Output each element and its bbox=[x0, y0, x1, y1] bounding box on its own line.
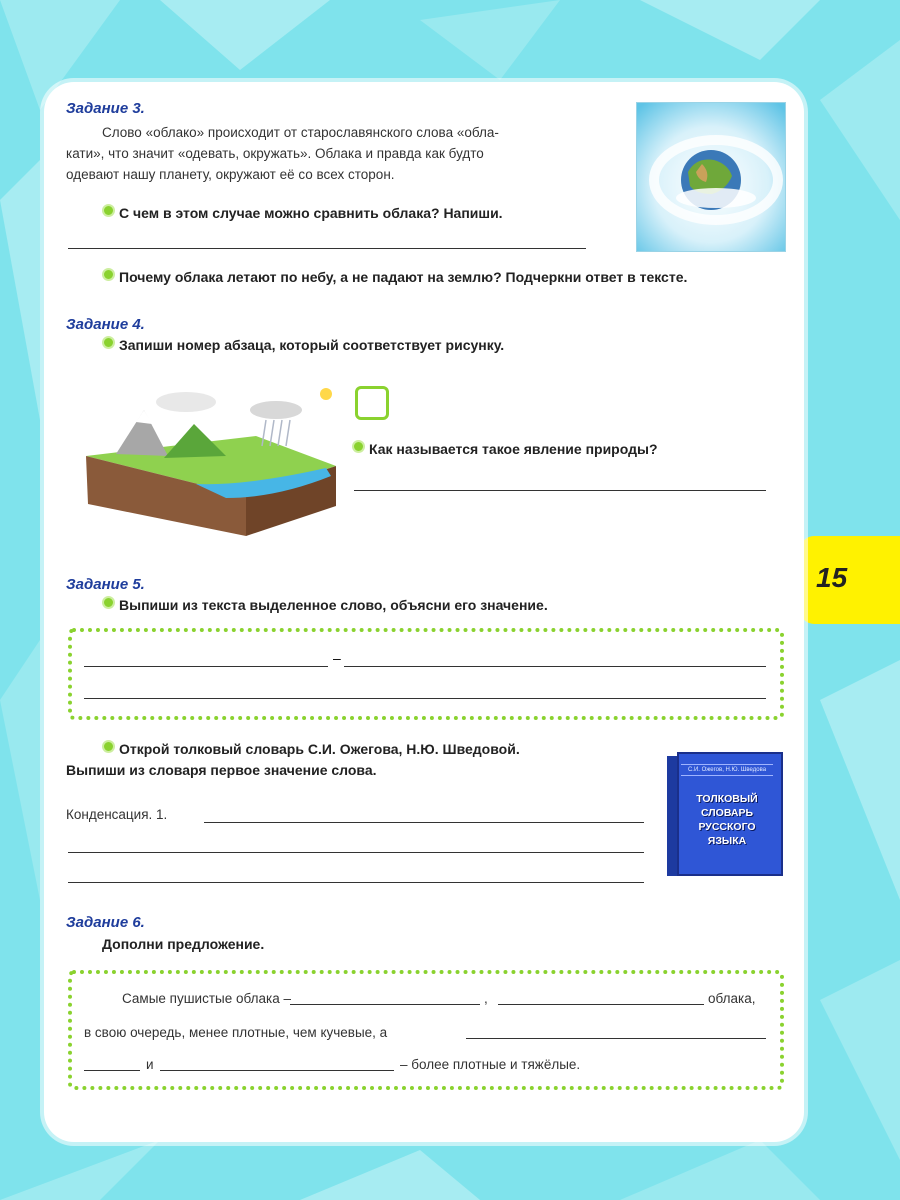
task6-blank5[interactable] bbox=[160, 1070, 394, 1071]
task5-title: Задание 5. bbox=[66, 576, 145, 593]
task5-meaning-line1[interactable] bbox=[344, 666, 766, 667]
task4-answer-line[interactable] bbox=[354, 490, 766, 491]
task4-title: Задание 4. bbox=[66, 316, 145, 333]
page-number: 15 bbox=[816, 562, 848, 593]
earth-clouds-image bbox=[636, 102, 786, 252]
task6-blank3[interactable] bbox=[466, 1038, 766, 1039]
task6-comma: , bbox=[484, 991, 488, 1006]
task4-question1-text: Запиши номер абзаца, который соответствует рисунку. bbox=[119, 337, 505, 353]
task6-part1: Самые пушистые облака – bbox=[122, 991, 291, 1006]
page-number-tab bbox=[800, 536, 900, 624]
worksheet-page bbox=[44, 82, 804, 1142]
bullet-icon bbox=[102, 268, 115, 281]
book-authors: С.И. Ожегов, Н.Ю. Шведова bbox=[681, 764, 773, 776]
task3-question1-text: С чем в этом случае можно сравнить облака? Напиши. bbox=[119, 205, 503, 221]
bullet-icon bbox=[102, 336, 115, 349]
task6-instruction: Дополни предложение. bbox=[102, 936, 265, 952]
answer-checkbox[interactable] bbox=[355, 386, 389, 420]
task4-question2 bbox=[352, 440, 658, 457]
task6-blank2[interactable] bbox=[498, 1004, 704, 1005]
condensation-line1[interactable] bbox=[204, 822, 644, 823]
condensation-line3[interactable] bbox=[68, 882, 644, 883]
task3-line1: Слово «облако» происходит от старославянского слова «обла- bbox=[102, 125, 499, 140]
dictionary-book-image bbox=[667, 752, 779, 876]
task6-blank1[interactable] bbox=[290, 1004, 480, 1005]
task4-question1 bbox=[102, 336, 504, 353]
book-title: ТОЛКОВЫЙ СЛОВАРЬ РУССКОГО ЯЗЫКА bbox=[696, 793, 758, 847]
task6-and: и bbox=[146, 1057, 154, 1072]
task6-part2: облака, bbox=[708, 991, 756, 1006]
task3-paragraph bbox=[66, 122, 616, 185]
task5-dash: – bbox=[333, 650, 341, 666]
task3-question2 bbox=[102, 268, 687, 285]
condensation-line2[interactable] bbox=[68, 852, 644, 853]
bullet-icon bbox=[102, 204, 115, 217]
task3-answer-line[interactable] bbox=[68, 248, 586, 249]
task5-dictionary-line1 bbox=[102, 740, 520, 757]
task5-question1-text: Выпиши из текста выделенное слово, объясни его значение. bbox=[119, 597, 548, 613]
task5-dictionary-line2: Выпиши из словаря первое значение слова. bbox=[66, 762, 377, 778]
task5-meaning-line2[interactable] bbox=[84, 698, 766, 699]
task3-title: Задание 3. bbox=[66, 100, 145, 117]
task6-part4: – более плотные и тяжёлые. bbox=[400, 1057, 581, 1072]
bullet-icon bbox=[102, 596, 115, 609]
task6-blank4[interactable] bbox=[84, 1070, 140, 1071]
task4-question2-text: Как называется такое явление природы? bbox=[369, 441, 658, 457]
task3-line2: кати», что значит «одевать, окружать». Облака и правда как будто bbox=[66, 146, 484, 161]
condensation-label: Конденсация. 1. bbox=[66, 807, 168, 822]
task5-dictionary-line1-text: Открой толковый словарь С.И. Ожегова, Н.Ю. Шведовой. bbox=[119, 741, 520, 757]
bullet-icon bbox=[352, 440, 365, 453]
task3-line3: одевают нашу планету, окружают её со всех сторон. bbox=[66, 167, 395, 182]
task6-title: Задание 6. bbox=[66, 914, 145, 931]
task3-question1 bbox=[102, 204, 503, 221]
bullet-icon bbox=[102, 740, 115, 753]
water-cycle-illustration bbox=[76, 386, 346, 536]
task5-answer-box bbox=[68, 628, 784, 720]
task5-word-line[interactable] bbox=[84, 666, 328, 667]
task6-part3: в свою очередь, менее плотные, чем кучевые, а bbox=[84, 1025, 388, 1040]
task5-question1 bbox=[102, 596, 548, 613]
task3-question2-text: Почему облака летают по небу, а не падают на землю? Подчеркни ответ в тексте. bbox=[119, 269, 688, 285]
